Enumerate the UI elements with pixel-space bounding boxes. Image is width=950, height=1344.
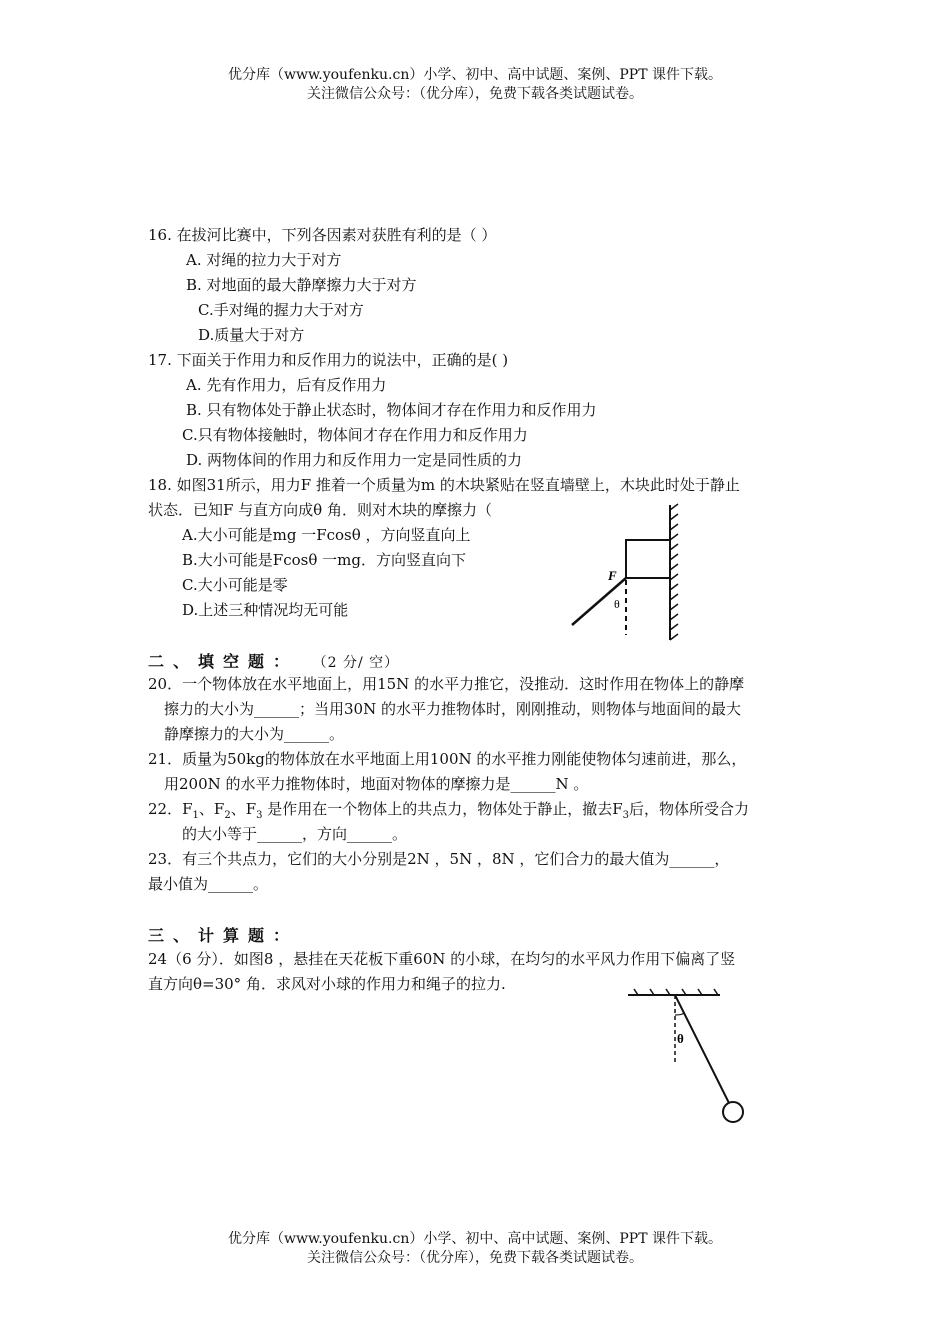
q18-option-c: C.大小可能是零 (182, 576, 288, 594)
q22-prefix: 22． (148, 800, 183, 818)
q16-option-b: B. 对地面的最大静摩擦力大于对方 (186, 276, 417, 294)
q16-option-d: D.质量大于对方 (198, 326, 305, 344)
section-2-heading (148, 649, 399, 672)
section-3-heading: 三、计算题： (148, 926, 299, 945)
q22-sub-1: 1 (192, 810, 199, 821)
q22-line-2: 的大小等于______，方向______。 (182, 825, 408, 843)
q20-line-2: 擦力的大小为______；当用30N 的水平力推物体时，刚刚推动，则物体与地面间的最大 (164, 700, 741, 718)
q17-option-a: A. 先有作用力，后有反作用力 (186, 376, 387, 394)
q17-option-b: B. 只有物体处于静止状态时，物体间才存在作用力和反作用力 (186, 401, 597, 419)
q16-stem: 16. 在拔河比赛中，下列各因素对获胜有利的是（ ） (148, 226, 497, 244)
q18-option-d: D.上述三种情况均无可能 (182, 601, 349, 619)
string-line (675, 995, 729, 1103)
q16-option-a: A. 对绳的拉力大于对方 (186, 251, 342, 269)
q22-f1: F (182, 800, 193, 818)
q21-line-2: 用200N 的水平力推物体时，地面对物体的摩擦力是______N 。 (164, 775, 589, 793)
force-label: F (608, 568, 617, 583)
footer-line-2: 关注微信公众号：（优分库），免费下载各类试题试卷。 (307, 1250, 643, 1266)
q18-figure (560, 500, 690, 650)
q16-option-c: C.手对绳的握力大于对方 (198, 301, 364, 319)
q24-line-2: 直方向θ=30° 角．求风对小球的作用力和绳子的拉力. (148, 975, 506, 993)
section-2-title: 二、填空题： (148, 652, 299, 671)
q18-stem-line-1: 18. 如图31所示，用力F 推着一个质量为m 的木块紧贴在竖直墙壁上，木块此时处于静止 (148, 476, 740, 494)
angle-label: θ (677, 1031, 684, 1046)
q23-line-2: 最小值为______。 (148, 875, 269, 893)
q22-tail: 后，物体所受合力 (629, 800, 750, 818)
q22-mid: 是作用在一个物体上的共点力，物体处于静止，撤去F (262, 800, 623, 818)
wall-hatching (670, 504, 678, 640)
q22-f3: 、F (230, 800, 257, 818)
header-line-2: 关注微信公众号：（优分库），免费下载各类试题试卷。 (307, 86, 643, 102)
section-2-note: （2 分/ 空） (312, 655, 400, 671)
footer-line-1: 优分库（www.youfenku.cn）小学、初中、高中试题、案例、PPT 课件下载。 (227, 1231, 722, 1247)
q22-f2: 、F (198, 800, 225, 818)
block (626, 540, 670, 578)
q21-line-1: 21．质量为50kg的物体放在水平地面上用100N 的水平推力刚能使物体匀速前进，那么， (148, 750, 747, 768)
q17-option-d: D. 两物体间的作用力和反作用力一定是同性质的力 (186, 451, 523, 469)
q23-line-1: 23．有三个共点力，它们的大小分别是2N ，5N ，8N ，它们合力的最大值为______， (148, 850, 730, 868)
q18-option-a: A.大小可能是mg 一Fcosθ ，方向竖直向上 (182, 526, 471, 544)
header-line-1: 优分库（www.youfenku.cn）小学、初中、高中试题、案例、PPT 课件下载。 (227, 67, 722, 83)
ball (723, 1102, 743, 1122)
q20-line-1: 20．一个物体放在水平地面上，用15N 的水平力推它，没推动．这时作用在物体上的静摩 (148, 675, 745, 693)
angle-label: θ (614, 597, 620, 611)
q18-option-b: B.大小可能是Fcosθ 一mg．方向竖直向下 (182, 551, 466, 569)
q22-sub-2: 2 (224, 810, 231, 821)
q17-option-c: C.只有物体接触时，物体间才存在作用力和反作用力 (182, 426, 528, 444)
q17-stem: 17. 下面关于作用力和反作用力的说法中，正确的是( ) (148, 351, 509, 369)
q18-stem-line-2: 状态．已知F 与直方向成θ 角．则对木块的摩擦力（ (148, 501, 492, 519)
q22-sub-3b: 3 (622, 810, 630, 821)
q24-figure (620, 985, 760, 1135)
q22-sub-3: 3 (256, 810, 263, 821)
angle-arc (675, 1013, 684, 1015)
q24-line-1: 24（6 分）．如图8 ，悬挂在天花板下重60N 的小球，在均匀的水平风力作用下偏离了竖 (148, 950, 736, 968)
q20-line-3: 静摩擦力的大小为______。 (164, 725, 345, 743)
